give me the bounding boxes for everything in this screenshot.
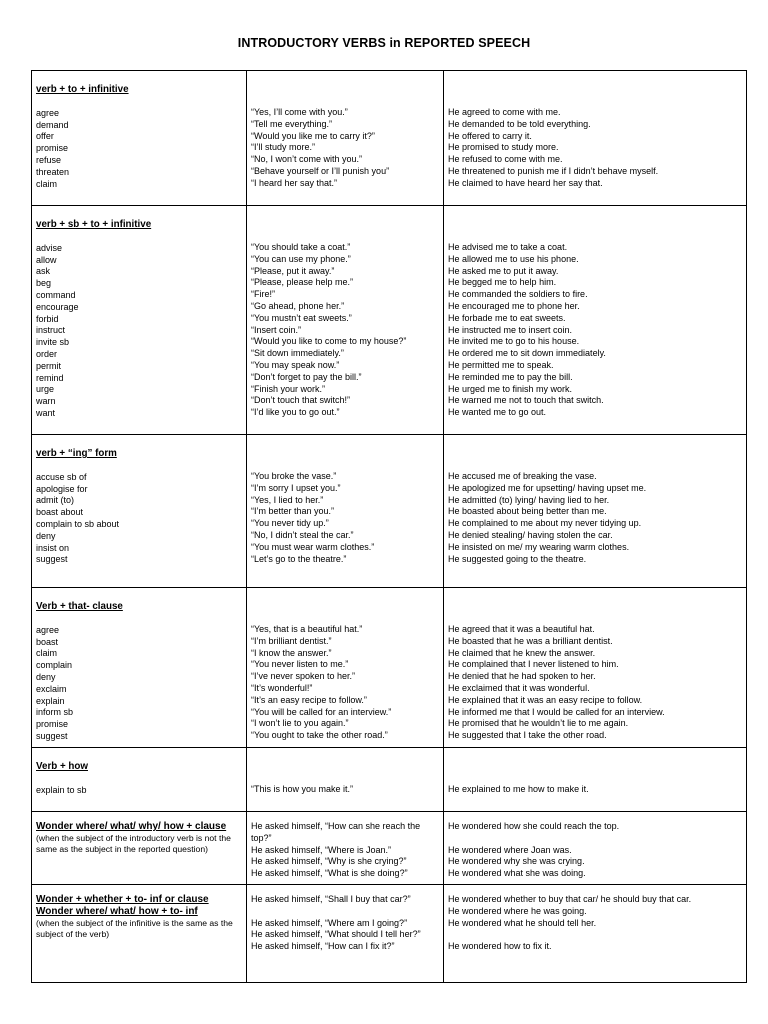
reported-speech-item: He advised me to take a coat. [448,242,568,252]
verb-item: exclaim [36,683,67,694]
spacer [251,80,439,107]
spacer [448,215,742,242]
section-heading: Verb + how [36,761,88,772]
section-heading: Wonder where/ what/ why/ how + clause [36,821,227,832]
direct-speech-item: “You may speak now.” [251,359,340,370]
direct-speech-item: “I know the answer.” [251,647,332,658]
section-note: (when the subject of the infinitive is the same as the subject of the verb) [36,917,233,939]
verb-item: permit [36,360,62,371]
reported-speech-item: He wondered where Joan was. [448,844,572,855]
direct-speech-item: “Yes, I’ll come with you.” [251,107,348,117]
verb-item: promise [36,719,69,730]
direct-speech-item: “Let’s go to the theatre.” [251,553,347,564]
direct-speech-item: “I’m better than you.” [251,506,335,517]
direct-speech-item: He asked himself, “Why is she crying?” [251,856,407,867]
direct-speech-item: He asked himself, “What is she doing?” [251,868,408,879]
direct-speech-item: “Please, please help me.” [251,277,354,288]
reported-speech-item: He urged me to finish my work. [448,383,573,394]
direct-speech-item: “Yes, I lied to her.” [251,494,324,505]
direct-speech-item: “Go ahead, phone her.” [251,300,345,311]
reported-speech-item: He demanded to be told everything. [448,118,591,129]
reported-speech-item [448,833,742,845]
spacer [36,613,242,625]
reported-speech-item: He exclaimed that it was wonderful. [448,682,590,693]
verb-item: promise [36,143,69,154]
verb-item: demand [36,119,69,130]
reported-speech-item: He complained to me about my never tidying up. [448,518,642,529]
section-note: (when the subject of the introductory verb is not the same as the subject in the reported question) [36,833,231,854]
reported-speech-item: He insisted on me/ my wearing warm clothes. [448,541,630,552]
verb-item: urge [36,384,55,395]
direct-speech-item: “Sit down immediately.” [251,348,344,359]
reported-speech-item: He apologized me for upsetting/ having upset me. [448,482,647,493]
reported-speech-item: He wondered what she was doing. [448,868,586,879]
direct-speech-item: “You mustn’t eat sweets.” [251,312,352,323]
section-heading: verb + “ing” form [36,448,117,459]
verb-item: complain to sb about [36,518,120,529]
direct-speech-item: “Insert coin.” [251,324,302,335]
spacer [448,444,742,471]
section-row [32,71,747,206]
direct-speech-column [247,812,444,885]
verb-item: command [36,289,76,300]
spacer [251,597,439,624]
section-row [32,206,747,435]
spacer [36,773,242,785]
page-title: INTRODUCTORY VERBS in REPORTED SPEECH [237,36,531,50]
reported-speech-item: He encouraged me to phone her. [448,300,580,311]
direct-speech-item [251,906,439,918]
verb-item: complain [36,660,73,671]
direct-speech-item: He asked himself, “Where am I going?” [251,917,408,928]
reported-speech-column [444,71,747,206]
reported-speech-item: He begged me to help him. [448,277,557,288]
reported-speech-item: He suggested that I take the other road. [448,730,607,741]
reported-speech-item [448,929,742,941]
verb-item: warn [36,396,56,407]
verb-column [32,435,247,588]
direct-speech-item: “Tell me everything.” [251,118,333,129]
section-row [32,588,747,748]
spacer [36,460,242,472]
section-row [32,435,747,588]
direct-speech-column [247,206,444,435]
direct-speech-item: “Fire!” [251,289,275,300]
verb-item: suggest [36,554,68,565]
verb-item: apologise for [36,483,88,494]
direct-speech-item: “You never tidy up.” [251,518,329,529]
section-heading: Wonder where/ what/ how + to- inf [36,905,198,917]
reported-speech-item: He claimed to have heard her say that. [448,177,603,188]
wonder-infinitive-row [32,884,747,982]
verb-item: offer [36,131,54,142]
verb-column [32,748,247,812]
reported-speech-item: He invited me to go to his house. [448,336,580,347]
spacer [251,757,439,784]
direct-speech-item: “You ought to take the other road.” [251,730,388,741]
verb-item: insist on [36,542,70,553]
verb-item: claim [36,178,58,189]
direct-speech-item: “No, I didn’t steal the car.” [251,529,354,540]
verb-item: explain [36,695,65,706]
direct-speech-item: He asked himself, “How can she reach the top?” [251,821,421,843]
verb-item: ask [36,266,51,277]
verb-column [32,884,247,982]
reported-speech-item: He wondered how she could reach the top. [448,821,620,831]
verb-item: encourage [36,301,79,312]
verb-item: suggest [36,730,68,741]
wonder-clause-row [32,812,747,885]
verb-item: claim [36,648,58,659]
direct-speech-item: “Yes, that is a beautiful hat.” [251,624,363,634]
direct-speech-item: “Don’t touch that switch!” [251,395,351,406]
reported-speech-table [31,70,747,983]
direct-speech-item: “Would you like to come to my house?” [251,336,407,347]
direct-speech-item: “You never listen to me.” [251,659,349,670]
direct-speech-item: “No, I won’t come with you.” [251,154,363,165]
reported-speech-item: He threatened to punish me if I didn’t behave myself. [448,165,659,176]
reported-speech-item: He refused to come with me. [448,154,563,165]
direct-speech-item: He asked himself, “Shall I buy that car?” [251,893,411,904]
spacer [36,96,242,108]
direct-speech-item: “I’m sorry I upset you.” [251,482,341,493]
reported-speech-column [444,588,747,748]
direct-speech-item: He asked himself, “What should I tell her?” [251,929,421,940]
verb-item: forbid [36,313,59,324]
reported-speech-item: He wondered whether to buy that car/ he should buy that car. [448,893,692,904]
reported-speech-item: He agreed to come with me. [448,107,561,117]
verb-item: remind [36,372,64,383]
reported-speech-item: He wondered where he was going. [448,905,587,916]
direct-speech-item: He asked himself, “Where is Joan.” [251,844,392,855]
verb-item: instruct [36,325,66,336]
reported-speech-item: He denied stealing/ having stolen the car. [448,529,613,540]
reported-speech-item: He informed me that I would be called for an interview. [448,706,665,717]
reported-speech-column [444,884,747,982]
direct-speech-item: “Behave yourself or I’ll punish you” [251,165,390,176]
reported-speech-item: He asked me to put it away. [448,265,559,276]
verb-item: beg [36,278,52,289]
verb-column [32,71,247,206]
direct-speech-item: “You will be called for an interview.” [251,706,392,717]
verb-item: order [36,348,58,359]
reported-speech-item: He explained to me how to make it. [448,784,589,794]
spacer [36,231,242,243]
direct-speech-item: “Don’t forget to pay the bill.” [251,371,362,382]
reported-speech-column [444,748,747,812]
direct-speech-item: “I’ll study more.” [251,142,316,153]
direct-speech-column [247,71,444,206]
reported-speech-item: He suggested going to the theatre. [448,553,587,564]
verb-item: deny [36,671,56,682]
section-heading: Wonder + whether + to- inf or clause [36,893,209,905]
reported-speech-item: He wondered how to fix it. [448,941,552,952]
verb-item: threaten [36,166,70,177]
verb-item: boast [36,636,59,647]
reported-speech-item: He admitted (to) lying/ having lied to her. [448,494,610,505]
reported-speech-item: He forbade me to eat sweets. [448,312,566,323]
reported-speech-item: He offered to carry it. [448,130,532,141]
verb-column [32,206,247,435]
verb-item: inform sb [36,707,74,718]
reported-speech-item: He reminded me to pay the bill. [448,371,573,382]
direct-speech-item: “You must wear warm clothes.” [251,541,375,552]
section-row [32,748,747,812]
reported-speech-item: He promised that he wouldn’t lie to me again. [448,718,629,729]
reported-speech-column [444,812,747,885]
reported-speech-item: He instructed me to insert coin. [448,324,573,335]
spacer [448,597,742,624]
spacer [448,80,742,107]
direct-speech-item: “Please, put it away.” [251,265,335,276]
direct-speech-item: “I’ve never spoken to her.” [251,671,356,682]
verb-item: explain to sb [36,784,87,795]
reported-speech-item: He ordered me to sit down immediately. [448,348,606,359]
reported-speech-column [444,206,747,435]
direct-speech-item: “Would you like me to carry it?” [251,130,375,141]
reported-speech-item: He permitted me to speak. [448,359,554,370]
direct-speech-item: “You should take a coat.” [251,242,351,252]
verb-item: refuse [36,154,62,165]
direct-speech-column [247,588,444,748]
direct-speech-item: He asked himself, “How can I fix it?” [251,941,395,952]
direct-speech-item: “I won’t lie to you again.” [251,718,349,729]
direct-speech-column [247,884,444,982]
direct-speech-column [247,748,444,812]
verb-item: advise [36,242,63,253]
reported-speech-item: He wondered why she was crying. [448,856,585,867]
direct-speech-item: “Finish your work.” [251,383,326,394]
reported-speech-item: He denied that he had spoken to her. [448,671,596,682]
reported-speech-item: He wondered what he should tell her. [448,917,597,928]
direct-speech-item: “You broke the vase.” [251,471,337,481]
direct-speech-item: “I’m brilliant dentist.” [251,635,332,646]
section-heading: verb + sb + to + infinitive [36,219,152,230]
reported-speech-item: He commanded the soldiers to fire. [448,289,588,300]
direct-speech-item: “It’s wonderful!” [251,682,313,693]
direct-speech-item: “I heard her say that.” [251,177,338,188]
reported-speech-item: He promised to study more. [448,142,559,153]
reported-speech-item: He boasted about being better than me. [448,506,607,517]
verb-item: want [36,407,56,418]
verb-item: admit (to) [36,495,75,506]
direct-speech-item: “You can use my phone.” [251,253,351,264]
reported-speech-item: He accused me of breaking the vase. [448,471,597,481]
spacer [251,444,439,471]
verb-item: accuse sb of [36,471,87,482]
section-heading: verb + to + infinitive [36,84,129,95]
spacer [448,757,742,784]
reported-speech-column [444,435,747,588]
verb-item: invite sb [36,337,70,348]
reported-speech-item: He allowed me to use his phone. [448,253,579,264]
spacer [251,215,439,242]
verb-column [32,588,247,748]
verb-item: agree [36,624,60,635]
verb-item: allow [36,254,57,265]
verb-column [32,812,247,885]
reported-speech-item: He explained that it was an easy recipe to follow. [448,694,643,705]
reported-speech-item: He warned me not to touch that switch. [448,395,604,406]
verb-item: boast about [36,507,84,518]
direct-speech-column [247,435,444,588]
reported-speech-item: He claimed that he knew the answer. [448,647,596,658]
verb-item: deny [36,530,56,541]
verb-item: agree [36,107,60,118]
direct-speech-item: “It’s an easy recipe to follow.” [251,694,367,705]
direct-speech-item: “This is how you make it.” [251,784,354,794]
reported-speech-item: He agreed that it was a beautiful hat. [448,624,595,634]
direct-speech-item: “I’d like you to go out.” [251,407,340,418]
section-heading: Verb + that- clause [36,601,123,612]
reported-speech-item: He wanted me to go out. [448,407,547,418]
reported-speech-item: He complained that I never listened to him. [448,659,619,670]
reported-speech-item: He boasted that he was a brilliant dentist. [448,635,613,646]
